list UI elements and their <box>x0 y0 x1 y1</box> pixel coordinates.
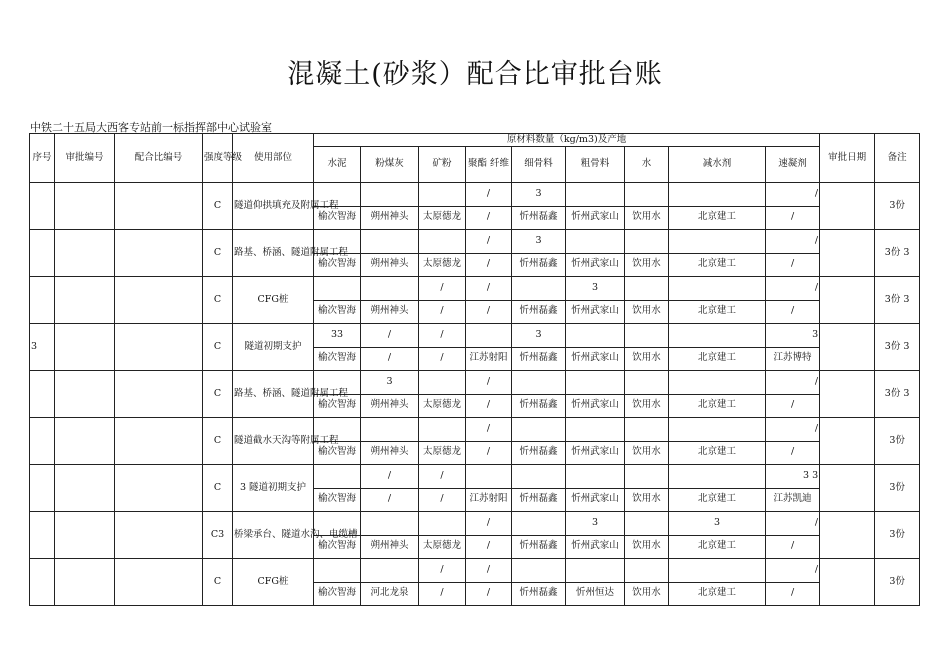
grade-cell: C <box>203 324 233 371</box>
remarks-cell: 3份 <box>875 559 920 606</box>
material-origin-cell: 榆次智海 <box>314 394 361 418</box>
approval-no-cell <box>55 371 115 418</box>
material-qty-cell: 33 <box>314 324 361 348</box>
remarks-cell: 3份 <box>875 418 920 465</box>
material-qty-cell: 3 <box>766 324 820 348</box>
approval-date-cell <box>820 559 875 606</box>
location-cell: 路基、桥涵、隧道附属工程 <box>233 371 314 418</box>
material-origin-cell: 忻州磊鑫 <box>512 488 566 512</box>
material-qty-cell <box>669 559 766 583</box>
seq-cell <box>30 512 55 559</box>
material-origin-cell: / <box>766 535 820 559</box>
approval-date-cell <box>820 512 875 559</box>
material-qty-cell <box>669 277 766 301</box>
material-qty-cell: 3 <box>669 512 766 536</box>
material-qty-cell: / <box>766 277 820 301</box>
header-location: 使用部位 <box>233 134 314 183</box>
table-row <box>30 371 920 395</box>
material-qty-cell <box>625 512 669 536</box>
location-cell: 隧道初期支护 <box>233 324 314 371</box>
material-qty-cell <box>566 465 625 489</box>
seq-cell <box>30 230 55 277</box>
material-origin-cell: / <box>466 441 512 465</box>
material-origin-cell: 忻州武家山 <box>566 488 625 512</box>
material-qty-cell: / <box>466 418 512 442</box>
material-origin-cell: 北京建工 <box>669 488 766 512</box>
header-material: 粗骨料 <box>566 147 625 183</box>
material-origin-cell: / <box>766 206 820 230</box>
material-origin-cell: 榆次智海 <box>314 535 361 559</box>
header-material: 水 <box>625 147 669 183</box>
material-qty-cell <box>512 559 566 583</box>
remarks-cell: 3份 3 <box>875 230 920 277</box>
material-origin-cell: 忻州武家山 <box>566 394 625 418</box>
material-qty-cell: 3 <box>512 183 566 207</box>
header-seq: 序号 <box>30 134 55 183</box>
approval-date-cell <box>820 230 875 277</box>
material-origin-cell: / <box>466 535 512 559</box>
mix-no-cell <box>115 230 203 277</box>
material-qty-cell <box>361 277 419 301</box>
material-origin-cell: / <box>466 206 512 230</box>
grade-cell: C3 <box>203 512 233 559</box>
approval-no-cell <box>55 183 115 230</box>
table-row <box>30 465 920 489</box>
material-qty-cell <box>361 559 419 583</box>
seq-cell <box>30 465 55 512</box>
header-material: 速凝剂 <box>766 147 820 183</box>
material-qty-cell <box>419 371 466 395</box>
material-qty-cell: 3 <box>361 371 419 395</box>
material-qty-cell <box>669 371 766 395</box>
material-origin-cell: 朔州神头 <box>361 300 419 324</box>
location-cell: CFG桩 <box>233 559 314 606</box>
mix-no-cell <box>115 465 203 512</box>
approval-date-cell <box>820 183 875 230</box>
material-origin-cell: 朔州神头 <box>361 441 419 465</box>
remarks-cell: 3份 <box>875 465 920 512</box>
header-materials-group: 原材料数量（kg/m3)及产地 <box>314 134 820 147</box>
table-row <box>30 230 920 254</box>
material-origin-cell: / <box>419 582 466 606</box>
material-qty-cell: / <box>466 183 512 207</box>
material-qty-cell <box>314 465 361 489</box>
material-origin-cell: / <box>766 582 820 606</box>
material-qty-cell: / <box>361 324 419 348</box>
material-origin-cell: 朔州神头 <box>361 253 419 277</box>
material-origin-cell: 朔州神头 <box>361 394 419 418</box>
material-origin-cell: 忻州武家山 <box>566 206 625 230</box>
grade-cell: C <box>203 418 233 465</box>
material-qty-cell: / <box>419 559 466 583</box>
material-origin-cell: 忻州磊鑫 <box>512 347 566 371</box>
material-origin-cell: 忻州武家山 <box>566 535 625 559</box>
material-origin-cell: 江苏射阳 <box>466 347 512 371</box>
material-qty-cell: / <box>766 512 820 536</box>
grade-cell: C <box>203 183 233 230</box>
material-origin-cell: 太原德龙 <box>419 253 466 277</box>
seq-cell <box>30 183 55 230</box>
material-origin-cell: 朔州神头 <box>361 535 419 559</box>
material-origin-cell: 忻州磊鑫 <box>512 206 566 230</box>
material-qty-cell <box>512 418 566 442</box>
material-qty-cell <box>419 512 466 536</box>
location-cell: 隧道截水天沟等附属工程 <box>233 418 314 465</box>
material-origin-cell: 北京建工 <box>669 347 766 371</box>
material-qty-cell <box>419 230 466 254</box>
location-cell: 路基、桥涵、隧道附属工程 <box>233 230 314 277</box>
material-origin-cell: 榆次智海 <box>314 582 361 606</box>
material-qty-cell <box>625 465 669 489</box>
remarks-cell: 3份 3 <box>875 371 920 418</box>
approval-no-cell <box>55 418 115 465</box>
material-qty-cell <box>625 559 669 583</box>
header-approval-date: 审批日期 <box>820 134 875 183</box>
approval-no-cell <box>55 512 115 559</box>
header-remarks: 备注 <box>875 134 920 183</box>
material-origin-cell: 饮用水 <box>625 394 669 418</box>
header-material: 细骨料 <box>512 147 566 183</box>
header-approval-no: 审批编号 <box>55 134 115 183</box>
mix-no-cell <box>115 559 203 606</box>
material-origin-cell: 忻州武家山 <box>566 441 625 465</box>
material-origin-cell: 忻州武家山 <box>566 300 625 324</box>
material-qty-cell: / <box>466 512 512 536</box>
material-qty-cell: 3 3 <box>766 465 820 489</box>
grade-cell: C <box>203 230 233 277</box>
material-origin-cell: 饮用水 <box>625 582 669 606</box>
material-origin-cell: 北京建工 <box>669 535 766 559</box>
material-origin-cell: 饮用水 <box>625 347 669 371</box>
location-cell: 3 隧道初期支护 <box>233 465 314 512</box>
material-origin-cell: 榆次智海 <box>314 488 361 512</box>
material-origin-cell: / <box>766 253 820 277</box>
mix-no-cell <box>115 277 203 324</box>
material-origin-cell: 忻州磊鑫 <box>512 394 566 418</box>
material-origin-cell: 忻州磊鑫 <box>512 535 566 559</box>
material-origin-cell: 太原德龙 <box>419 535 466 559</box>
material-qty-cell <box>566 230 625 254</box>
approval-no-cell <box>55 559 115 606</box>
approval-no-cell <box>55 230 115 277</box>
material-qty-cell <box>625 324 669 348</box>
material-origin-cell: 饮用水 <box>625 488 669 512</box>
table-row <box>30 183 920 207</box>
header-grade: 强度等级 <box>203 134 233 183</box>
material-qty-cell: / <box>361 465 419 489</box>
grade-cell: C <box>203 559 233 606</box>
mix-no-cell <box>115 183 203 230</box>
grade-cell: C <box>203 371 233 418</box>
material-origin-cell: 忻州磊鑫 <box>512 582 566 606</box>
material-origin-cell: / <box>466 582 512 606</box>
header-mix-no: 配合比编号 <box>115 134 203 183</box>
material-qty-cell <box>625 277 669 301</box>
seq-cell <box>30 418 55 465</box>
approval-date-cell <box>820 277 875 324</box>
material-origin-cell: 饮用水 <box>625 441 669 465</box>
material-qty-cell <box>361 183 419 207</box>
material-qty-cell <box>669 183 766 207</box>
material-qty-cell <box>512 512 566 536</box>
material-qty-cell: / <box>466 277 512 301</box>
header-material: 矿粉 <box>419 147 466 183</box>
material-qty-cell <box>361 418 419 442</box>
material-qty-cell <box>566 183 625 207</box>
material-qty-cell <box>466 465 512 489</box>
material-origin-cell: 北京建工 <box>669 300 766 324</box>
material-qty-cell: / <box>419 465 466 489</box>
material-origin-cell: 榆次智海 <box>314 347 361 371</box>
material-qty-cell <box>625 183 669 207</box>
table-row <box>30 559 920 583</box>
material-origin-cell: 朔州神头 <box>361 206 419 230</box>
material-origin-cell: 忻州磊鑫 <box>512 441 566 465</box>
grade-cell: C <box>203 277 233 324</box>
material-origin-cell: / <box>466 394 512 418</box>
material-qty-cell <box>625 371 669 395</box>
material-origin-cell: 饮用水 <box>625 206 669 230</box>
location-cell: 桥梁承台、隧道水沟、电缆槽 <box>233 512 314 559</box>
material-qty-cell <box>314 559 361 583</box>
material-origin-cell: 忻州磊鑫 <box>512 300 566 324</box>
material-qty-cell: / <box>766 371 820 395</box>
material-origin-cell: 榆次智海 <box>314 253 361 277</box>
material-origin-cell: 忻州磊鑫 <box>512 253 566 277</box>
material-qty-cell <box>361 512 419 536</box>
material-origin-cell: / <box>419 488 466 512</box>
material-origin-cell: 饮用水 <box>625 535 669 559</box>
mix-no-cell <box>115 418 203 465</box>
material-qty-cell: / <box>419 324 466 348</box>
material-origin-cell: 北京建工 <box>669 253 766 277</box>
approval-no-cell <box>55 324 115 371</box>
approval-no-cell <box>55 277 115 324</box>
approval-date-cell <box>820 324 875 371</box>
material-origin-cell: 北京建工 <box>669 394 766 418</box>
table-row <box>30 418 920 442</box>
material-origin-cell: / <box>466 253 512 277</box>
seq-cell <box>30 559 55 606</box>
mix-no-cell <box>115 371 203 418</box>
header-material: 水泥 <box>314 147 361 183</box>
remarks-cell: 3份 <box>875 183 920 230</box>
material-qty-cell: / <box>766 559 820 583</box>
material-origin-cell: 江苏博特 <box>766 347 820 371</box>
header-material: 聚酯 纤维 <box>466 147 512 183</box>
remarks-cell: 3份 <box>875 512 920 559</box>
approval-date-cell <box>820 465 875 512</box>
location-cell: 隧道仰拱填充及附属工程 <box>233 183 314 230</box>
material-qty-cell <box>669 324 766 348</box>
material-origin-cell: 榆次智海 <box>314 441 361 465</box>
material-origin-cell: / <box>419 300 466 324</box>
table-row <box>30 277 920 301</box>
material-qty-cell <box>566 418 625 442</box>
material-qty-cell: / <box>766 418 820 442</box>
table-row <box>30 324 920 348</box>
mix-no-cell <box>115 512 203 559</box>
material-origin-cell: 河北龙泉 <box>361 582 419 606</box>
material-qty-cell <box>669 465 766 489</box>
material-qty-cell <box>361 230 419 254</box>
material-qty-cell <box>512 277 566 301</box>
material-qty-cell <box>466 324 512 348</box>
material-origin-cell: 饮用水 <box>625 300 669 324</box>
approval-date-cell <box>820 371 875 418</box>
material-origin-cell: 榆次智海 <box>314 206 361 230</box>
material-origin-cell: / <box>766 441 820 465</box>
material-qty-cell: / <box>766 183 820 207</box>
material-origin-cell: 太原德龙 <box>419 206 466 230</box>
table-row <box>30 512 920 536</box>
material-qty-cell: / <box>419 277 466 301</box>
material-origin-cell: / <box>766 300 820 324</box>
material-origin-cell: / <box>766 394 820 418</box>
material-qty-cell <box>625 230 669 254</box>
mix-approval-ledger-table <box>29 133 920 606</box>
material-qty-cell <box>512 371 566 395</box>
material-qty-cell: / <box>766 230 820 254</box>
grade-cell: C <box>203 465 233 512</box>
material-qty-cell: 3 <box>566 277 625 301</box>
material-origin-cell: 北京建工 <box>669 582 766 606</box>
location-cell: CFG桩 <box>233 277 314 324</box>
material-origin-cell: / <box>361 347 419 371</box>
material-origin-cell: 江苏凯迪 <box>766 488 820 512</box>
material-origin-cell: 忻州武家山 <box>566 347 625 371</box>
material-qty-cell <box>566 324 625 348</box>
material-qty-cell: / <box>466 230 512 254</box>
material-qty-cell <box>566 559 625 583</box>
material-qty-cell: 3 <box>566 512 625 536</box>
material-qty-cell: 3 <box>512 324 566 348</box>
approval-no-cell <box>55 465 115 512</box>
header-material: 减水剂 <box>669 147 766 183</box>
seq-cell <box>30 371 55 418</box>
material-qty-cell: 3 <box>512 230 566 254</box>
material-qty-cell <box>625 418 669 442</box>
mix-no-cell <box>115 324 203 371</box>
material-origin-cell: 北京建工 <box>669 441 766 465</box>
material-qty-cell <box>566 371 625 395</box>
material-qty-cell <box>669 230 766 254</box>
material-qty-cell <box>512 465 566 489</box>
material-origin-cell: 忻州武家山 <box>566 253 625 277</box>
material-qty-cell <box>419 418 466 442</box>
material-origin-cell: / <box>419 347 466 371</box>
material-origin-cell: 北京建工 <box>669 206 766 230</box>
material-qty-cell <box>669 418 766 442</box>
material-origin-cell: 忻州恒达 <box>566 582 625 606</box>
material-qty-cell <box>419 183 466 207</box>
page-title: 混凝土(砂浆）配合比审批台账 <box>287 59 663 90</box>
header-material: 粉煤灰 <box>361 147 419 183</box>
material-origin-cell: / <box>466 300 512 324</box>
material-origin-cell: 太原德龙 <box>419 394 466 418</box>
material-qty-cell: / <box>466 371 512 395</box>
material-qty-cell <box>314 277 361 301</box>
seq-cell: 3 <box>30 324 55 371</box>
material-origin-cell: 太原德龙 <box>419 441 466 465</box>
material-origin-cell: 饮用水 <box>625 253 669 277</box>
material-origin-cell: 榆次智海 <box>314 300 361 324</box>
approval-date-cell <box>820 418 875 465</box>
seq-cell <box>30 277 55 324</box>
material-origin-cell: / <box>361 488 419 512</box>
remarks-cell: 3份 3 <box>875 324 920 371</box>
organization-label: 中铁二十五局大西客专站前一标指挥部中心试验室 <box>30 121 272 134</box>
material-qty-cell: / <box>466 559 512 583</box>
material-origin-cell: 江苏射阳 <box>466 488 512 512</box>
remarks-cell: 3份 3 <box>875 277 920 324</box>
